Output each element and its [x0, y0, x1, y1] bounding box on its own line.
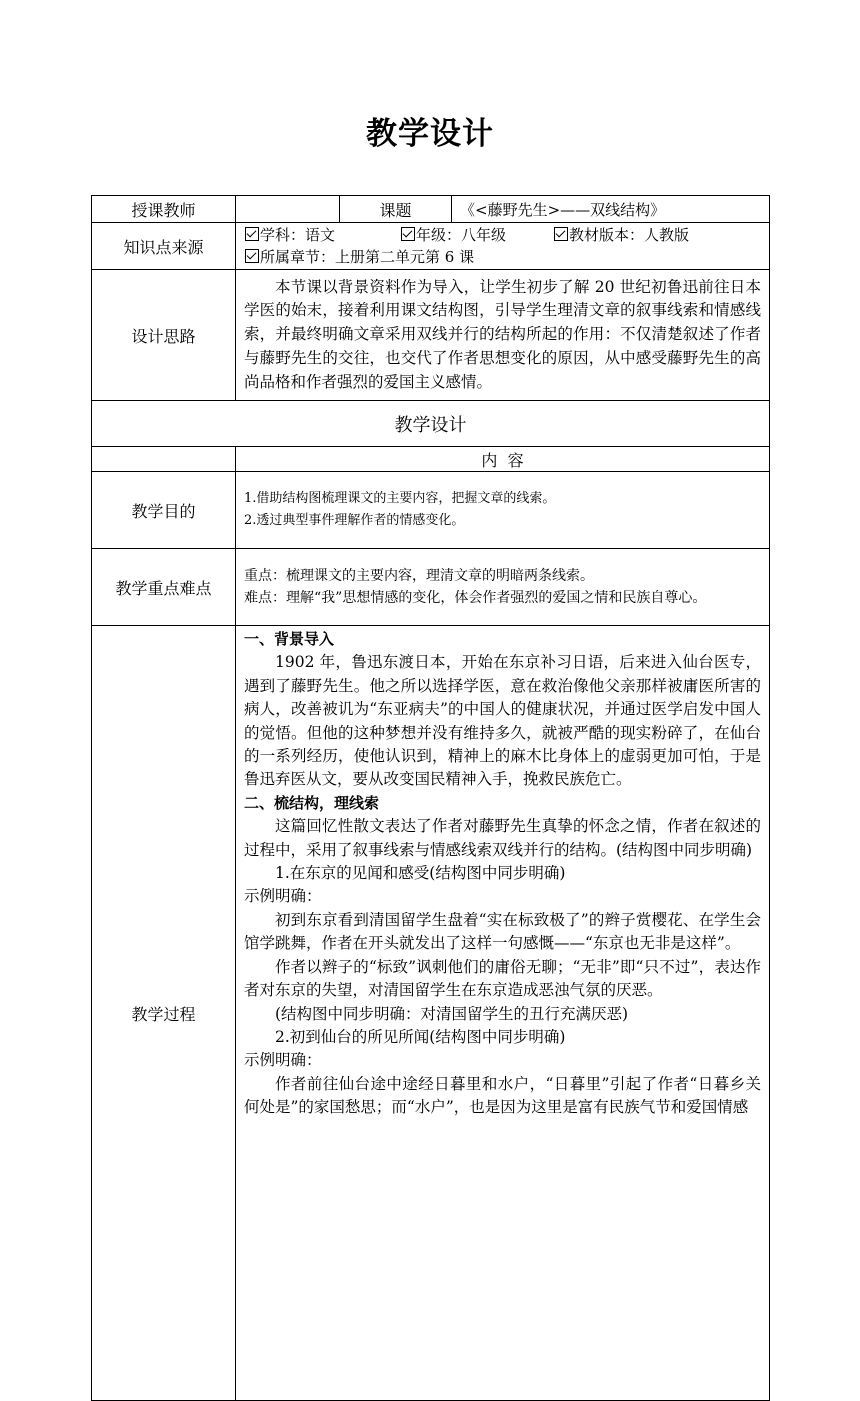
focus-text: 重点：梳理课文的主要内容，理清文章的明暗两条线索。 — [244, 568, 594, 584]
lesson-plan-table — [91, 195, 770, 1401]
section-title: 教学设计 — [92, 401, 770, 447]
process-heading-1: 一、背景导入 — [244, 630, 335, 648]
process-paragraph: 作者以辫子的“标致”讽刺他们的庸俗无聊；“无非”即“只不过”，表达作者对东京的失望，对清国留学生在东京造成恶浊气氛的厌恶。 — [244, 957, 761, 1000]
process-paragraph: 示例明确： — [244, 887, 322, 906]
process-paragraph: 2.初到仙台的所见所闻(结构图中同步明确) — [275, 1027, 566, 1046]
checkbox-checked-icon — [554, 227, 568, 241]
process-label: 教学过程 — [92, 626, 236, 1401]
objective-item: 1.借助结构图梳理课文的主要内容，把握文章的线索。 — [244, 491, 556, 506]
subject-item — [245, 224, 401, 246]
process-paragraph: 1902 年，鲁迅东渡日本，开始在东京补习日语，后来进入仙台医专，遇到了藤野先生。他之所以选择学医，意在救治像他父亲那样被庸医所害的病人，改善被讥为“东亚病夫”的中国人的健康状况，并通过医学启发中国人的觉悟。但他的这种梦想并没有维持多久，就被严酷的现实粉碎了，在仙台的一系列经历，使他认识到，精神上的麻木比身体上的虚弱更加可怕，于是鲁迅弃医从文，要从改变国民精神入手，挽救民族危亡。 — [244, 653, 761, 789]
process-paragraph: (结构图中同步明确：对清国留学生的丑行充满厌恶) — [275, 1004, 629, 1023]
checkbox-checked-icon — [401, 227, 415, 241]
teacher-value — [236, 196, 340, 223]
process-paragraph: 示例明确： — [244, 1051, 322, 1070]
topic-label: 课题 — [340, 196, 452, 223]
knowledge-line-2 — [245, 246, 761, 268]
page-title: 教学设计 — [366, 116, 494, 152]
grade-item — [401, 224, 554, 246]
process-paragraph: 1.在东京的见闻和感受(结构图中同步明确) — [275, 864, 566, 883]
process-cell — [236, 626, 770, 1401]
checkbox-checked-icon — [245, 249, 259, 263]
objectives-cell — [236, 472, 770, 549]
checkbox-checked-icon — [245, 227, 259, 241]
edition-text: 教材版本：人教版 — [569, 226, 690, 244]
chapter-text: 所属章节：上册第二单元第 6 课 — [260, 248, 475, 266]
knowledge-source-label: 知识点来源 — [92, 223, 236, 270]
subject-text: 学科：语文 — [260, 226, 336, 244]
knowledge-line-1 — [245, 224, 761, 246]
knowledge-source-cell — [236, 223, 770, 270]
grade-text: 年级：八年级 — [416, 226, 507, 244]
process-heading-2: 二、梳结构，理线索 — [244, 793, 380, 812]
design-idea-text: 本节课以背景资料作为导入，让学生初步了解 20 世纪初鲁迅前往日本学医的始末，接着利用课文结构图，引导学生理清文章的叙事线索和情感线索，并最终明确文章采用双线并行的结构所起的作用：不仅清楚叙述了作者与藤野先生的交往，也交代了作者思想变化的原因，从中感受藤野先生的高尚品格和作者强烈的爱国主义感情。 — [236, 270, 770, 401]
edition-item — [554, 226, 689, 244]
difficulty-text: 难点：理解“我”思想情感的变化，体会作者强烈的爱国之情和民族自尊心。 — [244, 590, 707, 606]
objective-item: 2.透过典型事件理解作者的情感变化。 — [244, 513, 465, 528]
design-idea-label: 设计思路 — [92, 270, 236, 401]
content-header: 内 容 — [236, 447, 770, 472]
topic-value: 《<藤野先生>——双线结构》 — [452, 196, 770, 223]
process-paragraph: 这篇回忆性散文表达了作者对藤野先生真挚的怀念之情，作者在叙述的过程中，采用了叙事线索与情感线索双线并行的结构。(结构图中同步明确) — [244, 817, 761, 859]
key-points-cell — [236, 549, 770, 626]
content-header-blank — [92, 447, 236, 472]
process-paragraph: 作者前往仙台途中途经日暮里和水户，“日暮里”引起了作者“日暮乡关何处是”的家国愁思；而“水户”，也是因为这里是富有民族气节和爱国情感 — [244, 1074, 761, 1117]
teacher-label: 授课教师 — [92, 196, 236, 223]
objectives-label: 教学目的 — [92, 472, 236, 549]
key-points-label: 教学重点难点 — [92, 549, 236, 626]
process-paragraph: 初到东京看到清国留学生盘着“实在标致极了”的辫子赏樱花、在学生会馆学跳舞，作者在开头就发出了这样一句感慨——“东京也无非是这样”。 — [244, 910, 761, 953]
